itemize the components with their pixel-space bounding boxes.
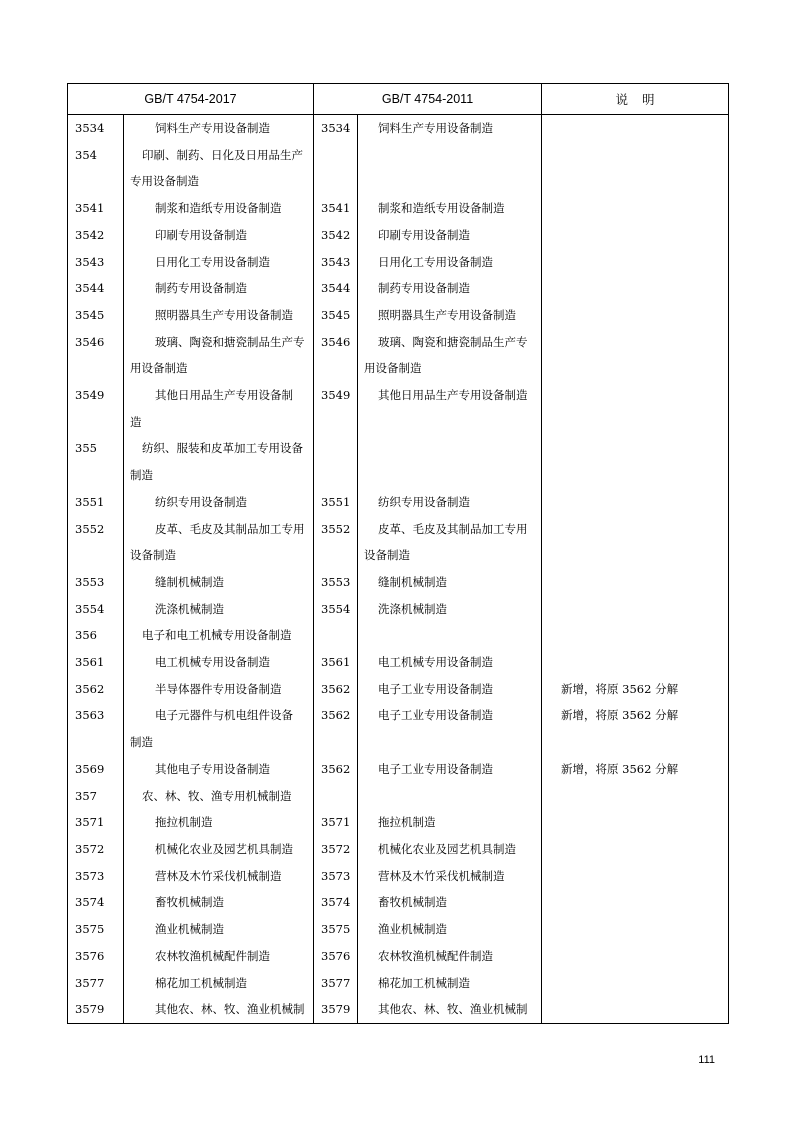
- table-row: [68, 622, 729, 649]
- code-2017: 3563: [68, 702, 124, 729]
- code-2017: 354: [68, 142, 124, 169]
- code-2011: 3562: [314, 702, 358, 729]
- code-2017: 3576: [68, 943, 124, 970]
- note-cell: [542, 409, 729, 436]
- code-2011: [314, 462, 358, 489]
- table-row: [68, 702, 729, 729]
- code-2017: 3541: [68, 195, 124, 222]
- note-cell: [542, 783, 729, 810]
- code-2011: 3575: [314, 916, 358, 943]
- note-cell: [542, 943, 729, 970]
- note-cell: [542, 996, 729, 1023]
- name-2017: 印刷专用设备制造: [124, 222, 314, 249]
- code-2011: [314, 729, 358, 756]
- table-row: [68, 355, 729, 382]
- note-cell: [542, 355, 729, 382]
- table-row: [68, 195, 729, 222]
- code-2011: [314, 542, 358, 569]
- note-cell: [542, 516, 729, 543]
- code-2017: [68, 355, 124, 382]
- code-2011: 3534: [314, 115, 358, 142]
- table-row: [68, 596, 729, 623]
- name-2017: 畜牧机械制造: [124, 889, 314, 916]
- table-row: [68, 943, 729, 970]
- name-2011: [358, 168, 542, 195]
- name-2017: 纺织专用设备制造: [124, 489, 314, 516]
- name-2011: 制药专用设备制造: [358, 275, 542, 302]
- code-2011: 3542: [314, 222, 358, 249]
- code-2011: [314, 783, 358, 810]
- note-cell: 新增，将原 3562 分解: [542, 702, 729, 729]
- table-row: [68, 168, 729, 195]
- code-2011: [314, 622, 358, 649]
- note-cell: [542, 168, 729, 195]
- table-row: [68, 783, 729, 810]
- name-2011: 设备制造: [358, 542, 542, 569]
- code-2017: 3571: [68, 809, 124, 836]
- table-row: [68, 649, 729, 676]
- note-cell: [542, 462, 729, 489]
- table-row: [68, 435, 729, 462]
- name-2011: 用设备制造: [358, 355, 542, 382]
- name-2017: 造: [124, 409, 314, 436]
- name-2017: 制浆和造纸专用设备制造: [124, 195, 314, 222]
- name-2011: 皮革、毛皮及其制品加工专用: [358, 516, 542, 543]
- name-2017: 皮革、毛皮及其制品加工专用: [124, 516, 314, 543]
- name-2011: 照明器具生产专用设备制造: [358, 302, 542, 329]
- name-2017: 制造: [124, 462, 314, 489]
- note-cell: [542, 542, 729, 569]
- correspondence-table: [67, 83, 729, 1024]
- name-2011: [358, 409, 542, 436]
- code-2017: 3549: [68, 382, 124, 409]
- table-row: [68, 756, 729, 783]
- code-2011: 3546: [314, 329, 358, 356]
- code-2017: 3542: [68, 222, 124, 249]
- note-cell: [542, 249, 729, 276]
- code-2011: 3572: [314, 836, 358, 863]
- name-2017: 纺织、服装和皮革加工专用设备: [124, 435, 314, 462]
- note-cell: [542, 142, 729, 169]
- name-2011: 其他日用品生产专用设备制造: [358, 382, 542, 409]
- note-cell: [542, 329, 729, 356]
- name-2017: 专用设备制造: [124, 168, 314, 195]
- name-2011: 渔业机械制造: [358, 916, 542, 943]
- name-2011: [358, 783, 542, 810]
- name-2017: 其他日用品生产专用设备制: [124, 382, 314, 409]
- note-cell: [542, 916, 729, 943]
- table-row: [68, 142, 729, 169]
- name-2011: 电子工业专用设备制造: [358, 676, 542, 703]
- name-2011: [358, 142, 542, 169]
- code-2017: 3553: [68, 569, 124, 596]
- table-row: [68, 970, 729, 997]
- name-2017: 其他农、林、牧、渔业机械制: [124, 996, 314, 1023]
- name-2011: 电工机械专用设备制造: [358, 649, 542, 676]
- name-2011: 农林牧渔机械配件制造: [358, 943, 542, 970]
- code-2011: [314, 168, 358, 195]
- table-row: [68, 676, 729, 703]
- name-2017: 农、林、牧、渔专用机械制造: [124, 783, 314, 810]
- table-row: [68, 836, 729, 863]
- name-2017: 电工机械专用设备制造: [124, 649, 314, 676]
- name-2011: [358, 622, 542, 649]
- note-cell: [542, 889, 729, 916]
- name-2017: 制药专用设备制造: [124, 275, 314, 302]
- code-2011: [314, 355, 358, 382]
- code-2011: 3541: [314, 195, 358, 222]
- name-2011: 玻璃、陶瓷和搪瓷制品生产专: [358, 329, 542, 356]
- code-2017: 3574: [68, 889, 124, 916]
- note-cell: [542, 622, 729, 649]
- code-2011: 3544: [314, 275, 358, 302]
- name-2017: 用设备制造: [124, 355, 314, 382]
- name-2017: 农林牧渔机械配件制造: [124, 943, 314, 970]
- name-2017: 其他电子专用设备制造: [124, 756, 314, 783]
- code-2011: 3551: [314, 489, 358, 516]
- name-2011: 拖拉机制造: [358, 809, 542, 836]
- table-row: [68, 382, 729, 409]
- name-2017: 制造: [124, 729, 314, 756]
- header-gbt-2011: GB/T 4754-2011: [314, 84, 542, 115]
- code-2011: 3561: [314, 649, 358, 676]
- table-row: [68, 275, 729, 302]
- note-cell: [542, 569, 729, 596]
- code-2011: [314, 435, 358, 462]
- table-row: [68, 809, 729, 836]
- code-2011: 3553: [314, 569, 358, 596]
- code-2011: 3552: [314, 516, 358, 543]
- code-2017: 3572: [68, 836, 124, 863]
- table-header-row: [68, 84, 729, 115]
- header-gbt-2017: GB/T 4754-2017: [68, 84, 314, 115]
- table-row: [68, 329, 729, 356]
- code-2011: 3574: [314, 889, 358, 916]
- table-row: [68, 569, 729, 596]
- code-2017: 3561: [68, 649, 124, 676]
- code-2011: 3562: [314, 756, 358, 783]
- name-2011: 机械化农业及园艺机具制造: [358, 836, 542, 863]
- code-2017: 3544: [68, 275, 124, 302]
- note-cell: [542, 302, 729, 329]
- code-2011: 3579: [314, 996, 358, 1023]
- table-row: [68, 489, 729, 516]
- code-2011: 3577: [314, 970, 358, 997]
- page-number: 111: [698, 1054, 715, 1066]
- code-2017: 3579: [68, 996, 124, 1023]
- code-2011: [314, 142, 358, 169]
- name-2011: 日用化工专用设备制造: [358, 249, 542, 276]
- code-2017: [68, 168, 124, 195]
- name-2011: 其他农、林、牧、渔业机械制: [358, 996, 542, 1023]
- name-2017: 设备制造: [124, 542, 314, 569]
- code-2011: 3571: [314, 809, 358, 836]
- name-2011: 纺织专用设备制造: [358, 489, 542, 516]
- code-2011: 3549: [314, 382, 358, 409]
- note-cell: [542, 649, 729, 676]
- table-row: [68, 222, 729, 249]
- name-2017: 日用化工专用设备制造: [124, 249, 314, 276]
- note-cell: [542, 836, 729, 863]
- note-cell: [542, 596, 729, 623]
- code-2017: 3534: [68, 115, 124, 142]
- name-2017: 缝制机械制造: [124, 569, 314, 596]
- code-2011: 3545: [314, 302, 358, 329]
- code-2011: [314, 409, 358, 436]
- code-2017: 3575: [68, 916, 124, 943]
- note-cell: [542, 729, 729, 756]
- table-row: [68, 516, 729, 543]
- code-2017: 3569: [68, 756, 124, 783]
- code-2011: 3554: [314, 596, 358, 623]
- name-2017: 渔业机械制造: [124, 916, 314, 943]
- code-2017: 3577: [68, 970, 124, 997]
- header-notes: 说明: [542, 84, 729, 115]
- name-2017: 拖拉机制造: [124, 809, 314, 836]
- name-2011: 棉花加工机械制造: [358, 970, 542, 997]
- code-2017: 355: [68, 435, 124, 462]
- code-2017: 3545: [68, 302, 124, 329]
- code-2017: [68, 542, 124, 569]
- code-2017: [68, 409, 124, 436]
- note-cell: [542, 382, 729, 409]
- name-2017: 印刷、制药、日化及日用品生产: [124, 142, 314, 169]
- note-cell: [542, 222, 729, 249]
- table-row: [68, 889, 729, 916]
- code-2017: 3573: [68, 863, 124, 890]
- name-2011: 印刷专用设备制造: [358, 222, 542, 249]
- note-cell: [542, 970, 729, 997]
- code-2017: 3562: [68, 676, 124, 703]
- code-2017: 3546: [68, 329, 124, 356]
- name-2011: 制浆和造纸专用设备制造: [358, 195, 542, 222]
- name-2011: 电子工业专用设备制造: [358, 702, 542, 729]
- code-2017: [68, 462, 124, 489]
- name-2011: 畜牧机械制造: [358, 889, 542, 916]
- name-2017: 机械化农业及园艺机具制造: [124, 836, 314, 863]
- name-2017: 棉花加工机械制造: [124, 970, 314, 997]
- table-row: [68, 996, 729, 1023]
- note-cell: [542, 275, 729, 302]
- name-2011: 电子工业专用设备制造: [358, 756, 542, 783]
- name-2011: 缝制机械制造: [358, 569, 542, 596]
- table-row: [68, 409, 729, 436]
- table-row: [68, 729, 729, 756]
- code-2017: 3551: [68, 489, 124, 516]
- table-row: [68, 916, 729, 943]
- table-row: [68, 462, 729, 489]
- note-cell: 新增，将原 3562 分解: [542, 756, 729, 783]
- name-2017: 半导体器件专用设备制造: [124, 676, 314, 703]
- name-2017: 洗涤机械制造: [124, 596, 314, 623]
- name-2011: [358, 462, 542, 489]
- name-2017: 饲料生产专用设备制造: [124, 115, 314, 142]
- table-row: [68, 249, 729, 276]
- table-row: [68, 863, 729, 890]
- table-row: [68, 542, 729, 569]
- code-2011: 3543: [314, 249, 358, 276]
- name-2011: [358, 729, 542, 756]
- table-body: [68, 115, 729, 1024]
- code-2017: 3543: [68, 249, 124, 276]
- code-2017: 3552: [68, 516, 124, 543]
- name-2011: 饲料生产专用设备制造: [358, 115, 542, 142]
- code-2017: [68, 729, 124, 756]
- name-2011: 洗涤机械制造: [358, 596, 542, 623]
- table-row: [68, 302, 729, 329]
- name-2011: [358, 435, 542, 462]
- code-2017: 3554: [68, 596, 124, 623]
- code-2011: 3573: [314, 863, 358, 890]
- note-cell: [542, 435, 729, 462]
- name-2017: 营林及木竹采伐机械制造: [124, 863, 314, 890]
- name-2011: 营林及木竹采伐机械制造: [358, 863, 542, 890]
- note-cell: [542, 195, 729, 222]
- name-2017: 照明器具生产专用设备制造: [124, 302, 314, 329]
- code-2011: 3576: [314, 943, 358, 970]
- note-cell: [542, 863, 729, 890]
- code-2017: 357: [68, 783, 124, 810]
- note-cell: 新增，将原 3562 分解: [542, 676, 729, 703]
- name-2017: 电子元器件与机电组件设备: [124, 702, 314, 729]
- note-cell: [542, 115, 729, 142]
- note-cell: [542, 809, 729, 836]
- name-2017: 电子和电工机械专用设备制造: [124, 622, 314, 649]
- code-2011: 3562: [314, 676, 358, 703]
- table-row: [68, 115, 729, 142]
- name-2017: 玻璃、陶瓷和搪瓷制品生产专: [124, 329, 314, 356]
- code-2017: 356: [68, 622, 124, 649]
- note-cell: [542, 489, 729, 516]
